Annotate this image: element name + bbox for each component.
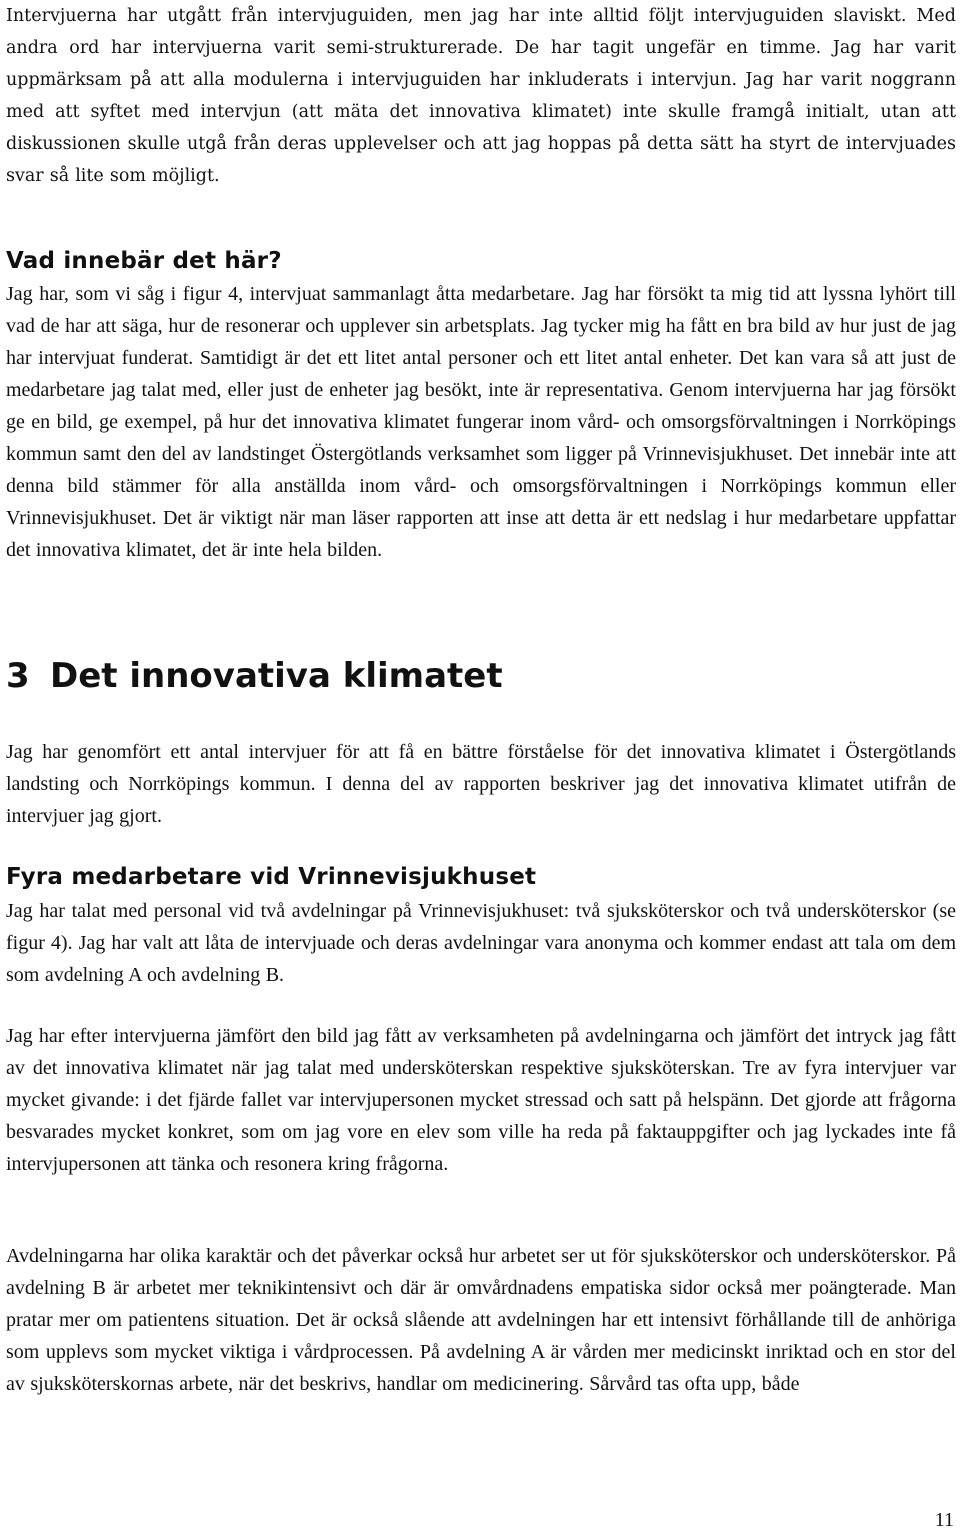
chapter-intro-paragraph: Jag har genomfört ett antal intervjuer för att få en bättre förståelse för det innovativa klimatet i Östergötlands landsting och Norrköpings kommun. I denna del av rapporten beskriver jag det innovativa klimatet utifrån de intervjuer jag gjort. [6,741,956,827]
section-heading-meaning: Vad innebär det här? [6,248,282,274]
meaning-paragraph: Jag har, som vi såg i figur 4, intervjuat sammanlagt åtta medarbetare. Jag har försökt ta mig tid att lyssna lyhört till vad de har att säga, hur de resonerar och upplever sin arbetsplats. Jag tycker mig ha fått en bra bild av hur just de jag har intervjuat funderat. Samtidigt är det ett litet antal personer och ett litet antal enheter. Det kan vara så att just de medarbetare jag talat med, eller just de enheter jag besökt, inte är representativa. Genom intervjuerna har jag försökt ge en bild, ge exempel, på hur det innovativa klimatet fungerar inom vård- och omsorgsförvaltningen i Norrköpings kommun samt den del av landstinget Östergötlands verksamhet som ligger på Vrinnevisjukhuset. Det innebär inte att denna bild stämmer för alla anställda inom vård- och omsorgsförvaltningen i Norrköpings kommun eller Vrinnevisjukhuset. Det är viktigt när man läser rapporten att inse att detta är ett nedslag i hur medarbetare uppfattar det innovativa klimatet, det är inte hela bilden. [6,283,956,561]
page-number: 11 [934,1509,954,1531]
vrinnevi-paragraph-3: Avdelningarna har olika karaktär och det påverkar också hur arbetet ser ut för sjuksköterskor och undersköterskor. På avdelning B är arbetet mer teknikintensivt och där är omvårdnadens empatiska sidor också mer poängterade. Man pratar mer om patientens situation. Det är också slående att avdelningen har ett intensivt förhållande till de anhöriga som upplevs som mycket viktiga i vårdprocessen. På avdelning A är vården mer medicinskt inriktad och en stor del av sjuksköterskornas arbete, när det beskrivs, handlar om medicinering. Sårvård tas ofta upp, både [6,1245,956,1395]
chapter-number: 3 [6,656,30,696]
vrinnevi-paragraph-2: Jag har efter intervjuerna jämfört den bild jag fått av verksamheten på avdelningarna och jämfört det intryck jag fått av det innovativa klimatet när jag talat med undersköterskan respektive sjuksköterskan. Tre av fyra intervjuer var mycket givande: i det fjärde fallet var intervjupersonen mycket stressad och satt på helspänn. Det gjorde att frågorna besvarades mycket konkret, som om jag vore en elev som ville ha reda på faktauppgifter och jag lyckades inte få intervjupersonen att tänka och resonera kring frågorna. [6,1025,956,1175]
vrinnevi-paragraph-1: Jag har talat med personal vid två avdelningar på Vrinnevisjukhuset: två sjuksköterskor och två undersköterskor (se figur 4). Jag har valt att låta de intervjuade och deras avdelningar vara anonyma och kommer endast att tala om dem som avdelning A och avdelning B. [6,900,956,986]
chapter-title: Det innovativa klimatet [50,656,503,696]
chapter-heading [6,654,503,698]
section-heading-vrinnevi: Fyra medarbetare vid Vrinnevisjukhuset [6,864,537,890]
intro-paragraph: Intervjuerna har utgått från intervjuguiden, men jag har inte alltid följt intervjuguiden slaviskt. Med andra ord har intervjuerna varit semi-strukturerade. De har tagit ungefär en timme. Jag har varit uppmärksam på att alla modulerna i intervjuguiden har inkluderats i intervjun. Jag har varit noggrann med att syftet med intervjun (att mäta det innovativa klimatet) inte skulle framgå initialt, utan att diskussionen skulle utgå från deras upplevelser och att jag hoppas på detta sätt ha styrt de intervjuades svar så lite som möjligt. [6,6,956,186]
